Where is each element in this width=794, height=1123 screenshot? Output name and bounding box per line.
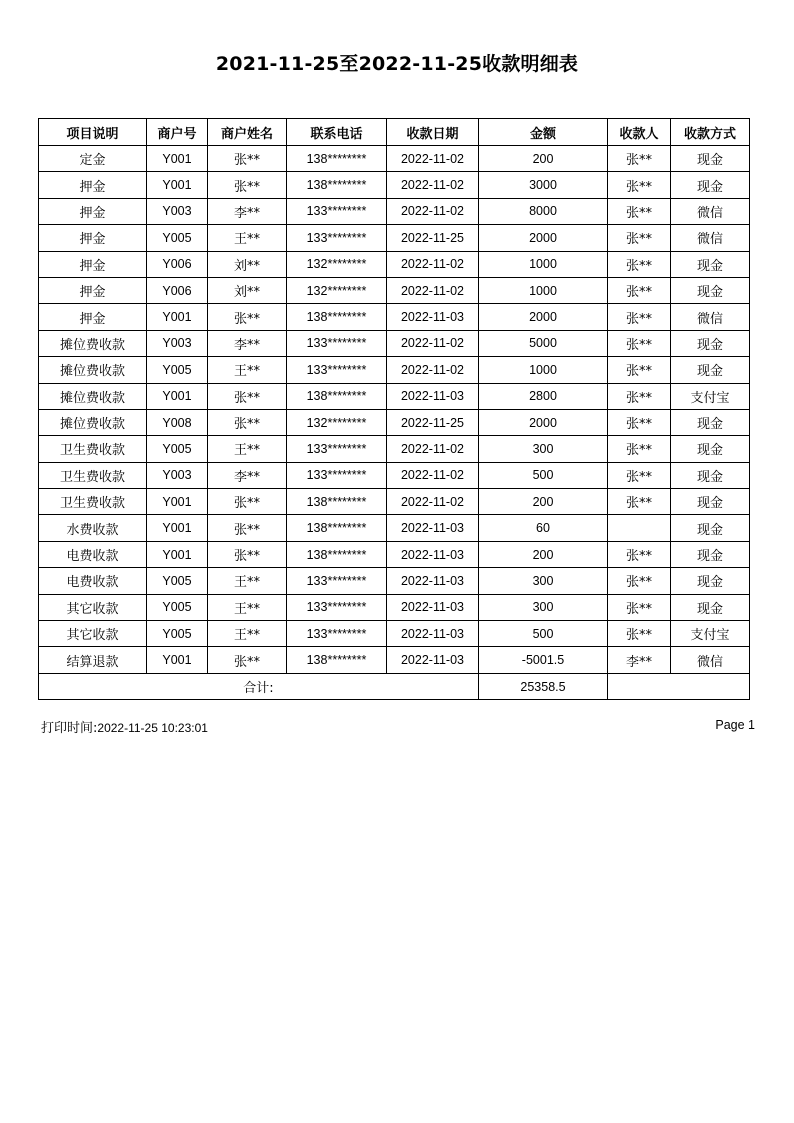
phone-cell: 133******** <box>287 198 387 224</box>
merchant-id-cell: Y001 <box>147 541 208 567</box>
amount-cell: 200 <box>479 146 608 172</box>
date-cell: 2022-11-02 <box>387 489 479 515</box>
total-row <box>39 673 750 699</box>
method-cell: 现金 <box>671 568 750 594</box>
merchant-id-cell: Y001 <box>147 489 208 515</box>
phone-cell: 138******** <box>287 172 387 198</box>
merchant-name-cell: 张** <box>208 172 287 198</box>
phone-cell: 132******** <box>287 251 387 277</box>
merchant-name-cell: 张** <box>208 383 287 409</box>
date-cell: 2022-11-03 <box>387 304 479 330</box>
print-time-value: 2022-11-25 10:23:01 <box>97 721 208 735</box>
date-cell: 2022-11-02 <box>387 436 479 462</box>
payee-cell: 张** <box>608 621 671 647</box>
date-cell: 2022-11-02 <box>387 462 479 488</box>
total-label: 合计: <box>39 673 479 699</box>
payee-cell: 张** <box>608 251 671 277</box>
merchant-id-cell: Y005 <box>147 568 208 594</box>
date-cell: 2022-11-02 <box>387 330 479 356</box>
date-cell: 2022-11-03 <box>387 568 479 594</box>
phone-cell: 133******** <box>287 357 387 383</box>
payee-cell: 张** <box>608 489 671 515</box>
merchant-name-cell: 张** <box>208 489 287 515</box>
column-header-date: 收款日期 <box>387 119 479 146</box>
method-cell: 现金 <box>671 277 750 303</box>
payee-cell: 张** <box>608 357 671 383</box>
table-row <box>39 146 750 172</box>
merchant-id-cell: Y003 <box>147 330 208 356</box>
merchant-id-cell: Y005 <box>147 357 208 383</box>
merchant-name-cell: 张** <box>208 304 287 330</box>
date-cell: 2022-11-02 <box>387 357 479 383</box>
phone-cell: 138******** <box>287 515 387 541</box>
item-cell: 电费收款 <box>39 541 147 567</box>
table-row <box>39 251 750 277</box>
phone-cell: 138******** <box>287 647 387 673</box>
item-cell: 押金 <box>39 304 147 330</box>
item-cell: 卫生费收款 <box>39 436 147 462</box>
merchant-name-cell: 王** <box>208 357 287 383</box>
amount-cell: 8000 <box>479 198 608 224</box>
column-header-merchant-id: 商户号 <box>147 119 208 146</box>
item-cell: 水费收款 <box>39 515 147 541</box>
amount-cell: 300 <box>479 436 608 462</box>
table-row <box>39 621 750 647</box>
report-title: 2021-11-25至2022-11-25收款明细表 <box>215 53 579 75</box>
merchant-name-cell: 李** <box>208 462 287 488</box>
phone-cell: 133******** <box>287 594 387 620</box>
table-row <box>39 409 750 435</box>
item-cell: 卫生费收款 <box>39 489 147 515</box>
payee-cell: 张** <box>608 225 671 251</box>
phone-cell: 138******** <box>287 383 387 409</box>
method-cell: 现金 <box>671 515 750 541</box>
payee-cell: 张** <box>608 383 671 409</box>
date-cell: 2022-11-25 <box>387 409 479 435</box>
merchant-id-cell: Y001 <box>147 647 208 673</box>
merchant-name-cell: 张** <box>208 409 287 435</box>
print-time-label: 打印时间: <box>41 721 98 736</box>
payee-cell <box>608 515 671 541</box>
table-row <box>39 357 750 383</box>
column-header-amount: 金额 <box>479 119 608 146</box>
date-cell: 2022-11-25 <box>387 225 479 251</box>
method-cell: 现金 <box>671 330 750 356</box>
phone-cell: 138******** <box>287 489 387 515</box>
method-cell: 现金 <box>671 436 750 462</box>
item-cell: 其它收款 <box>39 621 147 647</box>
merchant-id-cell: Y005 <box>147 225 208 251</box>
method-cell: 现金 <box>671 146 750 172</box>
table-row <box>39 568 750 594</box>
phone-cell: 138******** <box>287 541 387 567</box>
table-row <box>39 277 750 303</box>
amount-cell: 2000 <box>479 409 608 435</box>
receipts-table <box>38 118 750 700</box>
merchant-name-cell: 王** <box>208 621 287 647</box>
amount-cell: 1000 <box>479 277 608 303</box>
phone-cell: 138******** <box>287 146 387 172</box>
date-cell: 2022-11-02 <box>387 277 479 303</box>
method-cell: 现金 <box>671 489 750 515</box>
phone-cell: 133******** <box>287 225 387 251</box>
item-cell: 摊位费收款 <box>39 383 147 409</box>
amount-cell: 500 <box>479 462 608 488</box>
table-row <box>39 541 750 567</box>
date-cell: 2022-11-03 <box>387 515 479 541</box>
amount-cell: 300 <box>479 594 608 620</box>
merchant-name-cell: 张** <box>208 146 287 172</box>
table-row <box>39 198 750 224</box>
merchant-id-cell: Y005 <box>147 436 208 462</box>
merchant-id-cell: Y001 <box>147 383 208 409</box>
amount-cell: 60 <box>479 515 608 541</box>
payee-cell: 张** <box>608 462 671 488</box>
merchant-id-cell: Y003 <box>147 462 208 488</box>
amount-cell: -5001.5 <box>479 647 608 673</box>
item-cell: 摊位费收款 <box>39 357 147 383</box>
date-cell: 2022-11-03 <box>387 594 479 620</box>
method-cell: 支付宝 <box>671 621 750 647</box>
merchant-id-cell: Y005 <box>147 594 208 620</box>
page-number: Page 1 <box>715 718 755 732</box>
date-cell: 2022-11-02 <box>387 198 479 224</box>
merchant-name-cell: 王** <box>208 568 287 594</box>
table-row <box>39 594 750 620</box>
phone-cell: 132******** <box>287 409 387 435</box>
item-cell: 电费收款 <box>39 568 147 594</box>
column-header-merchant-name: 商户姓名 <box>208 119 287 146</box>
date-cell: 2022-11-03 <box>387 647 479 673</box>
column-header-phone: 联系电话 <box>287 119 387 146</box>
method-cell: 微信 <box>671 304 750 330</box>
method-cell: 现金 <box>671 541 750 567</box>
item-cell: 定金 <box>39 146 147 172</box>
phone-cell: 138******** <box>287 304 387 330</box>
merchant-id-cell: Y006 <box>147 277 208 303</box>
date-cell: 2022-11-02 <box>387 251 479 277</box>
payee-cell: 张** <box>608 146 671 172</box>
date-cell: 2022-11-02 <box>387 172 479 198</box>
table-row <box>39 304 750 330</box>
method-cell: 现金 <box>671 172 750 198</box>
column-header-method: 收款方式 <box>671 119 750 146</box>
merchant-name-cell: 李** <box>208 330 287 356</box>
method-cell: 微信 <box>671 198 750 224</box>
item-cell: 摊位费收款 <box>39 330 147 356</box>
payee-cell: 张** <box>608 594 671 620</box>
payee-cell: 张** <box>608 172 671 198</box>
total-amount: 25358.5 <box>479 673 608 699</box>
method-cell: 现金 <box>671 594 750 620</box>
merchant-name-cell: 刘** <box>208 277 287 303</box>
print-time <box>41 717 208 736</box>
item-cell: 其它收款 <box>39 594 147 620</box>
payee-cell: 张** <box>608 541 671 567</box>
merchant-id-cell: Y005 <box>147 621 208 647</box>
table-row <box>39 489 750 515</box>
payee-cell: 张** <box>608 277 671 303</box>
phone-cell: 133******** <box>287 330 387 356</box>
table-body <box>39 146 750 674</box>
merchant-id-cell: Y001 <box>147 146 208 172</box>
phone-cell: 133******** <box>287 621 387 647</box>
table-row <box>39 330 750 356</box>
method-cell: 支付宝 <box>671 383 750 409</box>
amount-cell: 300 <box>479 568 608 594</box>
merchant-name-cell: 张** <box>208 647 287 673</box>
payee-cell: 张** <box>608 436 671 462</box>
table-row <box>39 436 750 462</box>
item-cell: 押金 <box>39 251 147 277</box>
merchant-id-cell: Y001 <box>147 515 208 541</box>
merchant-id-cell: Y003 <box>147 198 208 224</box>
date-cell: 2022-11-03 <box>387 383 479 409</box>
amount-cell: 2000 <box>479 304 608 330</box>
total-empty-cell <box>608 673 750 699</box>
amount-cell: 3000 <box>479 172 608 198</box>
amount-cell: 2800 <box>479 383 608 409</box>
merchant-name-cell: 刘** <box>208 251 287 277</box>
table-header-row <box>39 119 750 146</box>
item-cell: 押金 <box>39 172 147 198</box>
date-cell: 2022-11-03 <box>387 621 479 647</box>
amount-cell: 500 <box>479 621 608 647</box>
merchant-id-cell: Y001 <box>147 172 208 198</box>
amount-cell: 5000 <box>479 330 608 356</box>
table-row <box>39 515 750 541</box>
amount-cell: 2000 <box>479 225 608 251</box>
item-cell: 摊位费收款 <box>39 409 147 435</box>
phone-cell: 133******** <box>287 462 387 488</box>
table-row <box>39 383 750 409</box>
amount-cell: 200 <box>479 541 608 567</box>
merchant-name-cell: 王** <box>208 436 287 462</box>
item-cell: 押金 <box>39 277 147 303</box>
column-header-payee: 收款人 <box>608 119 671 146</box>
item-cell: 结算退款 <box>39 647 147 673</box>
amount-cell: 200 <box>479 489 608 515</box>
item-cell: 押金 <box>39 198 147 224</box>
column-header-item: 项目说明 <box>39 119 147 146</box>
table-row <box>39 172 750 198</box>
phone-cell: 133******** <box>287 436 387 462</box>
payee-cell: 张** <box>608 330 671 356</box>
payee-cell: 张** <box>608 568 671 594</box>
payee-cell: 张** <box>608 198 671 224</box>
payee-cell: 李** <box>608 647 671 673</box>
phone-cell: 132******** <box>287 277 387 303</box>
merchant-name-cell: 王** <box>208 594 287 620</box>
merchant-id-cell: Y008 <box>147 409 208 435</box>
amount-cell: 1000 <box>479 357 608 383</box>
merchant-name-cell: 张** <box>208 515 287 541</box>
method-cell: 现金 <box>671 251 750 277</box>
amount-cell: 1000 <box>479 251 608 277</box>
payee-cell: 张** <box>608 409 671 435</box>
merchant-name-cell: 王** <box>208 225 287 251</box>
table-row <box>39 647 750 673</box>
method-cell: 微信 <box>671 225 750 251</box>
method-cell: 现金 <box>671 409 750 435</box>
merchant-name-cell: 张** <box>208 541 287 567</box>
payee-cell: 张** <box>608 304 671 330</box>
merchant-id-cell: Y001 <box>147 304 208 330</box>
table-row <box>39 462 750 488</box>
item-cell: 卫生费收款 <box>39 462 147 488</box>
item-cell: 押金 <box>39 225 147 251</box>
date-cell: 2022-11-03 <box>387 541 479 567</box>
table-row <box>39 225 750 251</box>
method-cell: 现金 <box>671 462 750 488</box>
merchant-name-cell: 李** <box>208 198 287 224</box>
method-cell: 微信 <box>671 647 750 673</box>
phone-cell: 133******** <box>287 568 387 594</box>
date-cell: 2022-11-02 <box>387 146 479 172</box>
method-cell: 现金 <box>671 357 750 383</box>
merchant-id-cell: Y006 <box>147 251 208 277</box>
